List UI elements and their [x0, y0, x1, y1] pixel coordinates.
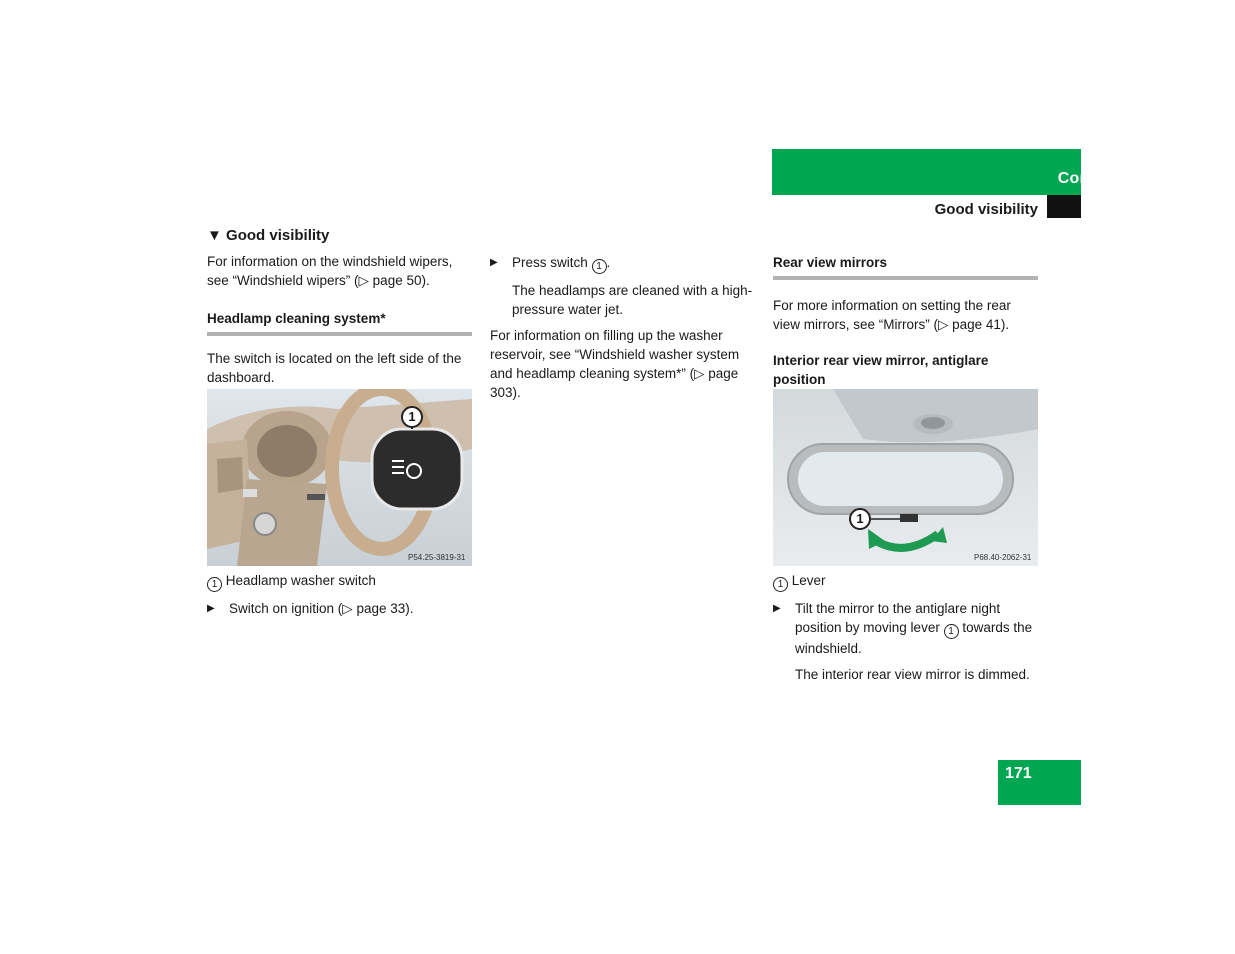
figure-code: P68.40-2062-31	[974, 553, 1032, 562]
figure-legend: 1 Headlamp washer switch	[207, 571, 472, 592]
headlamp-cleaning-heading: Headlamp cleaning system*	[207, 309, 472, 336]
washer-reservoir-reference: For information on filling up the washer reservoir, see “Windshield washer system and headlamp cleaning system*” (▷ page 303).	[490, 328, 740, 400]
bullet-arrow-icon: ▶	[207, 603, 215, 614]
mirrors-reference: For more information on setting the rear view mirrors, see “Mirrors” (▷ page 41).	[773, 298, 1011, 332]
figure-legend: 1 Lever	[773, 571, 1038, 592]
section-title: Controls in detail	[1057, 170, 1192, 187]
header-marker	[1047, 195, 1081, 218]
bullet-arrow-icon: ▶	[773, 603, 781, 614]
wipers-reference: For information on the windshield wipers, see “Windshield wipers” (▷ page 50).	[207, 254, 453, 288]
column-middle	[490, 253, 755, 409]
press-switch-step: ▶ Press switch 1 .	[490, 255, 611, 272]
headlamp-switch-figure	[207, 389, 472, 566]
section-heading: ▼ Good visibility	[207, 227, 330, 244]
column-right-bottom	[773, 571, 1038, 691]
page-number: 171	[1005, 765, 1032, 782]
callout-1: 1	[408, 409, 416, 424]
bullet-arrow-icon: ▶	[490, 257, 498, 268]
header-band	[772, 149, 1081, 195]
mirror-dimmed-result: The interior rear view mirror is dimmed.	[795, 667, 1030, 682]
rear-view-mirrors-heading: Rear view mirrors	[773, 253, 1038, 280]
callout-number: 1	[207, 577, 222, 592]
callout-number: 1	[773, 577, 788, 592]
subsection-title: Good visibility	[934, 201, 1038, 218]
interior-mirror-figure	[773, 389, 1038, 566]
mirror-illustration	[773, 389, 1038, 566]
column-right	[773, 253, 1038, 389]
column-left-bottom	[207, 571, 472, 625]
figure-code: P54.25-3819-31	[408, 553, 466, 562]
callout-number: 1	[592, 259, 607, 274]
dashboard-illustration	[207, 389, 472, 566]
antiglare-heading: Interior rear view mirror, antiglare position	[773, 353, 989, 387]
triangle-down-icon: ▼	[207, 227, 222, 244]
callout-number: 1	[944, 624, 959, 639]
tilt-mirror-step: ▶ Tilt the mirror to the antiglare night position by moving lever 1 towards the windshield.	[773, 601, 1033, 656]
column-left	[207, 226, 472, 394]
cleaning-result: The headlamps are cleaned with a high-pressure water jet.	[512, 283, 753, 317]
switch-location-text: The switch is located on the left side of the dashboard.	[207, 351, 462, 385]
callout-1: 1	[856, 511, 864, 526]
ignition-step: ▶ Switch on ignition (▷ page 33).	[207, 601, 414, 616]
